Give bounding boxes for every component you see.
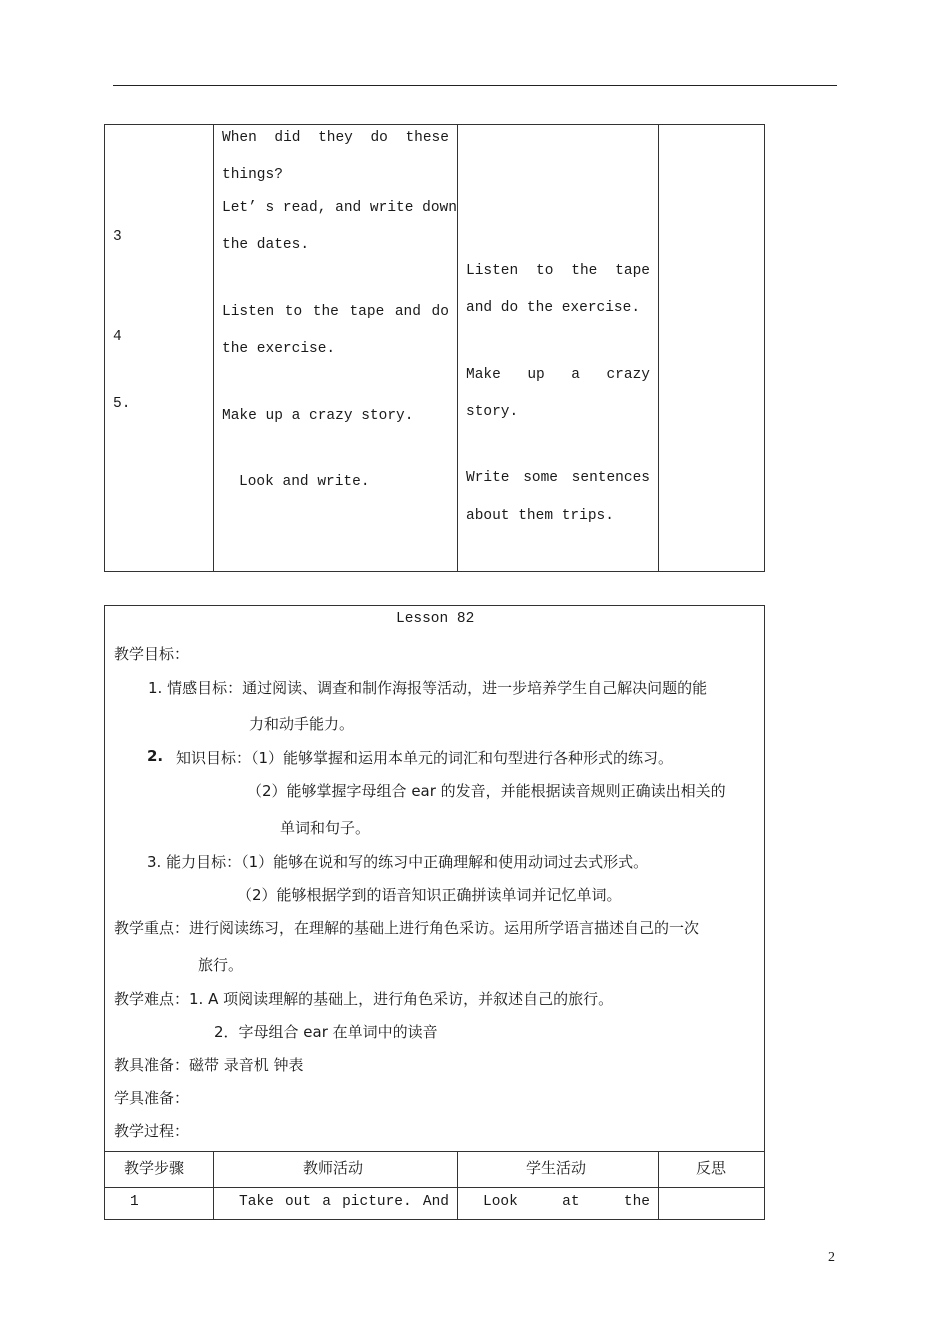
activities-table — [104, 124, 765, 572]
table-divider — [213, 124, 214, 572]
teacher-activity-line: Look and write. — [239, 474, 370, 490]
table-divider — [104, 1187, 765, 1188]
student-activity-line: about them trips. — [466, 508, 614, 524]
student-activity-line: story. — [466, 404, 519, 420]
goal-2-number: 2. — [147, 747, 164, 765]
goal-1: 1. 情感目标：通过阅读、调查和制作海报等活动，进一步培养学生自己解决问题的能 — [148, 679, 708, 697]
key-points: 教学重点：进行阅读练习，在理解的基础上进行角色采访。运用所学语言描述自己的一次 — [114, 919, 700, 937]
column-header-teacher: 教师活动 — [303, 1159, 364, 1177]
student-activity-line: Write some sentences — [466, 470, 650, 486]
teacher-activity-line: Listen to the tape and do — [222, 304, 449, 320]
table-divider — [658, 1151, 659, 1220]
step-number: 4 — [113, 329, 122, 345]
column-header-steps: 教学步骤 — [124, 1159, 185, 1177]
page-number: 2 — [828, 1250, 835, 1265]
student-activity-line: and do the exercise. — [466, 300, 641, 316]
goal-3-continued: （2）能够根据学到的语音知识正确拼读单词并记忆单词。 — [237, 886, 622, 904]
table-divider — [457, 124, 458, 572]
teacher-activity-line: When did they do these — [222, 130, 449, 146]
column-header-reflection: 反思 — [696, 1159, 727, 1177]
difficulties-continued: 2．字母组合 ear 在单词中的读音 — [214, 1023, 438, 1041]
student-activity-line: Make up a crazy — [466, 367, 650, 383]
teaching-process: 教学过程： — [114, 1122, 190, 1140]
teacher-activity-line: the dates. — [222, 237, 310, 253]
step-number: 5. — [113, 396, 131, 412]
goal-2-continued: 单词和句子。 — [280, 819, 371, 837]
goal-2: 知识目标：（1）能够掌握和运用本单元的词汇和句型进行各种形式的练习。 — [176, 749, 674, 767]
table-divider — [457, 1151, 458, 1220]
goals-label: 教学目标： — [114, 645, 190, 663]
teacher-activity-line: Make up a crazy story. — [222, 408, 414, 424]
header-rule — [113, 85, 837, 86]
goal-2-continued: （2）能够掌握字母组合 ear 的发音，并能根据读音规则正确读出相关的 — [247, 782, 726, 800]
column-header-student: 学生活动 — [526, 1159, 587, 1177]
goal-1-continued: 力和动手能力。 — [249, 715, 355, 733]
difficulties: 教学难点：1. A 项阅读理解的基础上，进行角色采访，并叙述自己的旅行。 — [114, 990, 614, 1008]
teacher-activity-line: things? — [222, 167, 283, 183]
lesson-title: Lesson 82 — [396, 611, 475, 627]
table-divider — [658, 124, 659, 572]
student-activity-line: Listen to the tape — [466, 263, 650, 279]
step-number: 3 — [113, 229, 122, 245]
teacher-activity-line: Let’ s read, and write down — [222, 200, 457, 216]
table-divider — [104, 1151, 765, 1152]
goal-3: 3. 能力目标：（1）能够在说和写的练习中正确理解和使用动词过去式形式。 — [147, 853, 649, 871]
teaching-aids: 教具准备：磁带 录音机 钟表 — [114, 1056, 304, 1074]
student-aids: 学具准备： — [114, 1089, 190, 1107]
key-points-continued: 旅行。 — [198, 956, 244, 974]
table-divider — [213, 1151, 214, 1220]
student-activity-line: Look at the — [483, 1194, 650, 1210]
teacher-activity-line: the exercise. — [222, 341, 336, 357]
step-number: 1 — [130, 1194, 139, 1210]
teacher-activity-line: Take out a picture. And — [239, 1194, 449, 1210]
